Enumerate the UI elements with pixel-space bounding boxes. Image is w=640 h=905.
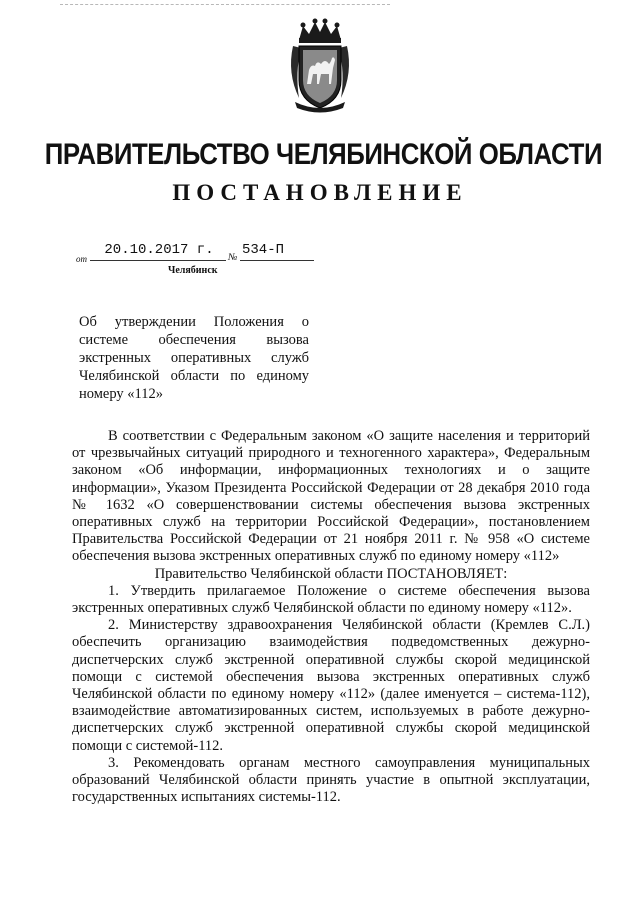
coat-of-arms-icon [285,18,355,114]
resolution-item: 2. Министерству здравоохранения Челябинской области (Кремлев С.Л.) обеспечить организацию взаимодействия подведомственных дежурно-диспетчерских служб экстренной оперативной службы скорой медицинской помощи с системой обеспечения вызова экстренных оперативных служб Челябинской области по единому номеру «112» (далее именуется – система-112), взаимодействие автоматизированных систем, используемых в работе дежурно-диспетчерских служб экстренной оперативной службы скорой медицинской помощи с системой-112. [72,617,590,754]
resolution-item: 3. Рекомендовать органам местного самоуправления муниципальных образований Челябинской области принять участие в опытной эксплуатации, государственных испытаниях системы-112. [72,754,590,806]
resolve-line: Правительство Челябинской области ПОСТАНОВЛЯЕТ: [154,565,508,582]
subject-line: Челябинской области по единому [79,368,309,384]
document-number: 534-П [242,242,285,258]
number-prefix: № [228,252,238,263]
resolution-item: 1. Утвердить прилагаемое Положение о системе обеспечения вызова экстренных оперативных служб Челябинской области по единому номеру «112». [72,582,590,617]
number-underline [240,260,314,261]
subject-line: экстренных оперативных служб [79,350,309,366]
date-prefix: от [76,254,87,264]
document-body [72,428,590,806]
subject-line: Об утверждении Положения о [79,314,309,330]
government-title: ПРАВИТЕЛЬСТВО ЧЕЛЯБИНСКОЙ ОБЛАСТИ [44,138,603,171]
preamble-paragraph: В соответствии с Федеральным законом «О защите населения и территорий от чрезвычайных ситуаций природного и техногенного характера», Федеральным законом «Об информации, информационных технологиях и о защите информации», Указом Президента Российской Федерации от 28 декабря 2010 года № 1632 «О совершенствовании системы обеспечения вызова экстренных оперативных служб на территории Российской Федерации», постановлением Правительства Российской Федерации от 21 ноября 2011 г. № 958 «О системе обеспечения вызова экстренных оперативных служб по единому номеру «112» [72,428,590,565]
city-label: Челябинск [168,265,218,276]
subject-line: номеру «112» [79,386,163,402]
document-type: ПОСТАНОВЛЕНИЕ [172,180,468,205]
date-underline [90,260,226,261]
document-date: 20.10.2017 г. [104,242,214,258]
subject-line: системе обеспечения вызова [79,332,309,348]
scan-artifact-line [60,4,390,6]
document-subject [79,313,309,403]
